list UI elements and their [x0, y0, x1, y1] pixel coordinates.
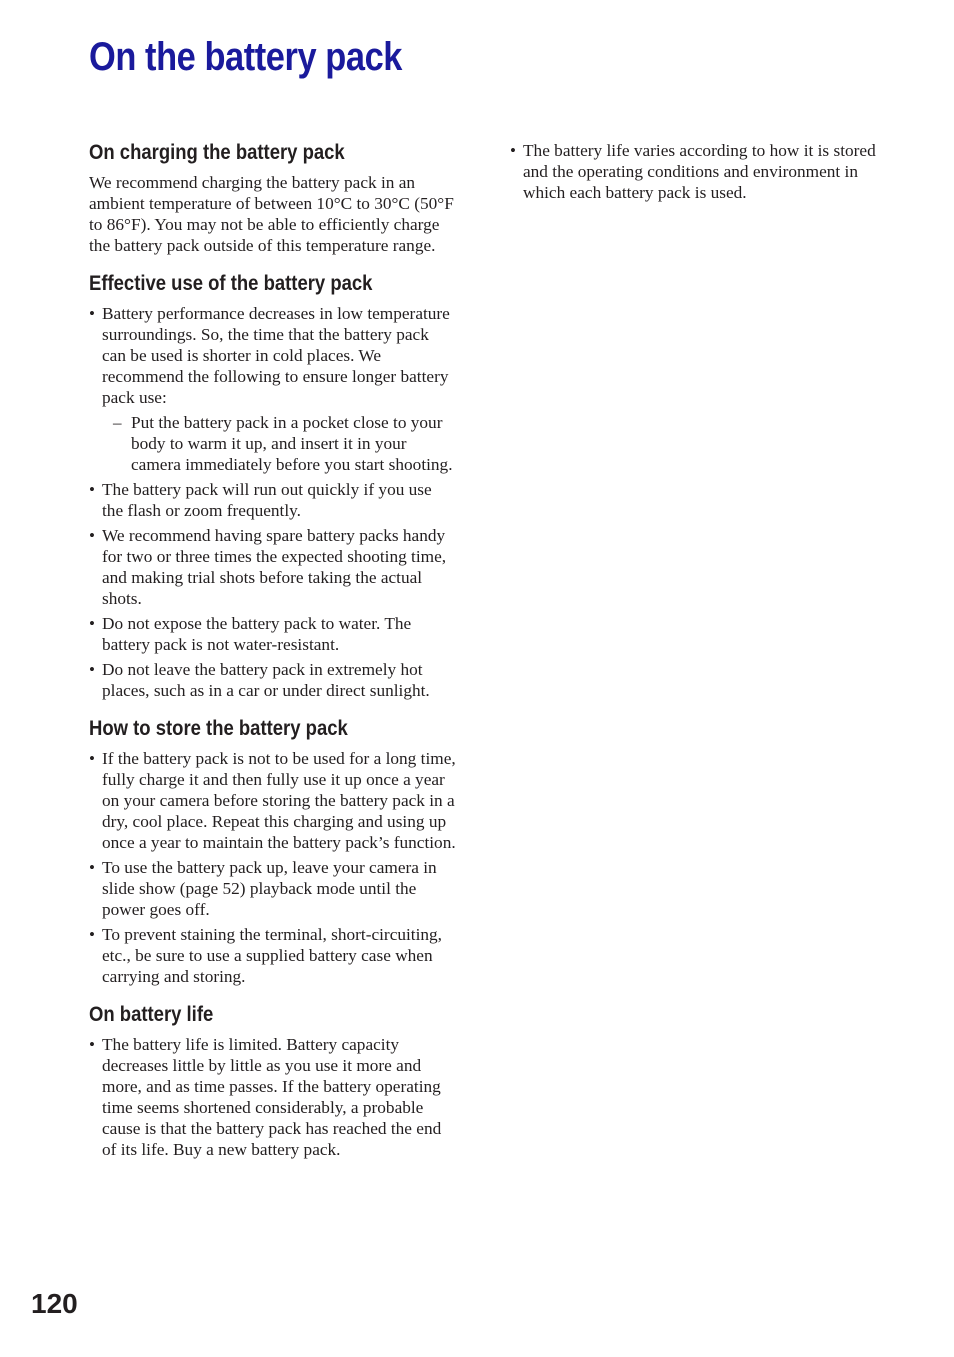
section-heading-effective-use: Effective use of the battery pack [89, 272, 373, 295]
bullet-icon: • [89, 614, 95, 633]
bullet-icon: • [89, 749, 95, 768]
list-item-text: Do not leave the battery pack in extremely hot places, such as in a car or under direct sunlight. [102, 660, 430, 700]
bullet-icon: • [89, 526, 95, 545]
list-item [89, 1034, 457, 1160]
left-column [89, 140, 457, 1164]
dash-icon: – [113, 413, 122, 432]
section-heading-charging: On charging the battery pack [89, 141, 345, 164]
list-item-text: To use the battery pack up, leave your camera in slide show (page 52) playback mode until the power goes off. [102, 858, 437, 919]
sub-list-item-text: Put the battery pack in a pocket close to your body to warm it up, and insert it in your camera immediately before you start shooting. [131, 413, 453, 474]
bullet-icon: • [89, 1035, 95, 1054]
bullet-icon: • [89, 304, 95, 323]
bullet-icon: • [89, 858, 95, 877]
list-item [89, 303, 457, 475]
list-item-text: If the battery pack is not to be used for a long time, fully charge it and then fully use it up once a year on your camera before storing the battery pack in a dry, cool place. Repeat this charging and using up once a year to maintain the battery pack’s function. [102, 749, 456, 852]
list-item [89, 613, 457, 655]
bullet-icon: • [89, 480, 95, 499]
list-item-text: The battery life varies according to how it is stored and the operating conditions and environment in which each battery pack is used. [523, 141, 876, 202]
list-item [89, 525, 457, 609]
section-heading-store: How to store the battery pack [89, 717, 348, 740]
list-item [89, 748, 457, 853]
bullet-icon: • [510, 141, 516, 160]
section-heading-battery-life: On battery life [89, 1003, 214, 1026]
battery-life-list [89, 1034, 457, 1160]
sub-list [102, 412, 457, 475]
page-number: 120 [31, 1288, 78, 1319]
sub-list-item [102, 412, 457, 475]
section-effective-use [89, 271, 457, 701]
list-item-text: To prevent staining the terminal, short-circuiting, etc., be sure to use a supplied battery case when carrying and storing. [102, 925, 443, 986]
section-store [89, 716, 457, 987]
list-item-text: We recommend having spare battery packs handy for two or three times the expected shooting time, and making trial shots before taking the actual shots. [102, 526, 447, 608]
bullet-icon: • [89, 925, 95, 944]
section-charging [89, 140, 457, 256]
list-item [89, 857, 457, 920]
charging-paragraph: We recommend charging the battery pack in an ambient temperature of between 10°C to 30°C (50°F to 86°F). You may not be able to efficiently charge the battery pack outside of this temperature range. [89, 173, 454, 255]
battery-life-list-continued [510, 140, 890, 203]
list-item [510, 140, 890, 203]
list-item-text: The battery life is limited. Battery capacity decreases little by little as you use it more and more, and as time passes. If the battery operating time seems shortened considerably, a probable cause is that the battery pack has reached the end of its life. Buy a new battery pack. [102, 1035, 442, 1159]
list-item-text: Do not expose the battery pack to water. The battery pack is not water-resistant. [102, 614, 412, 654]
page-title: On the battery pack [89, 35, 402, 79]
right-column [510, 140, 890, 207]
section-battery-life [89, 1002, 457, 1160]
list-item [89, 924, 457, 987]
list-item [89, 659, 457, 701]
bullet-icon: • [89, 660, 95, 679]
store-list [89, 748, 457, 987]
effective-use-list [89, 303, 457, 701]
list-item [89, 479, 457, 521]
list-item-text: The battery pack will run out quickly if you use the flash or zoom frequently. [102, 480, 432, 520]
list-item-text: Battery performance decreases in low temperature surroundings. So, the time that the battery pack can be used is shorter in cold places. We recommend the following to ensure longer battery pack use: [102, 304, 450, 407]
